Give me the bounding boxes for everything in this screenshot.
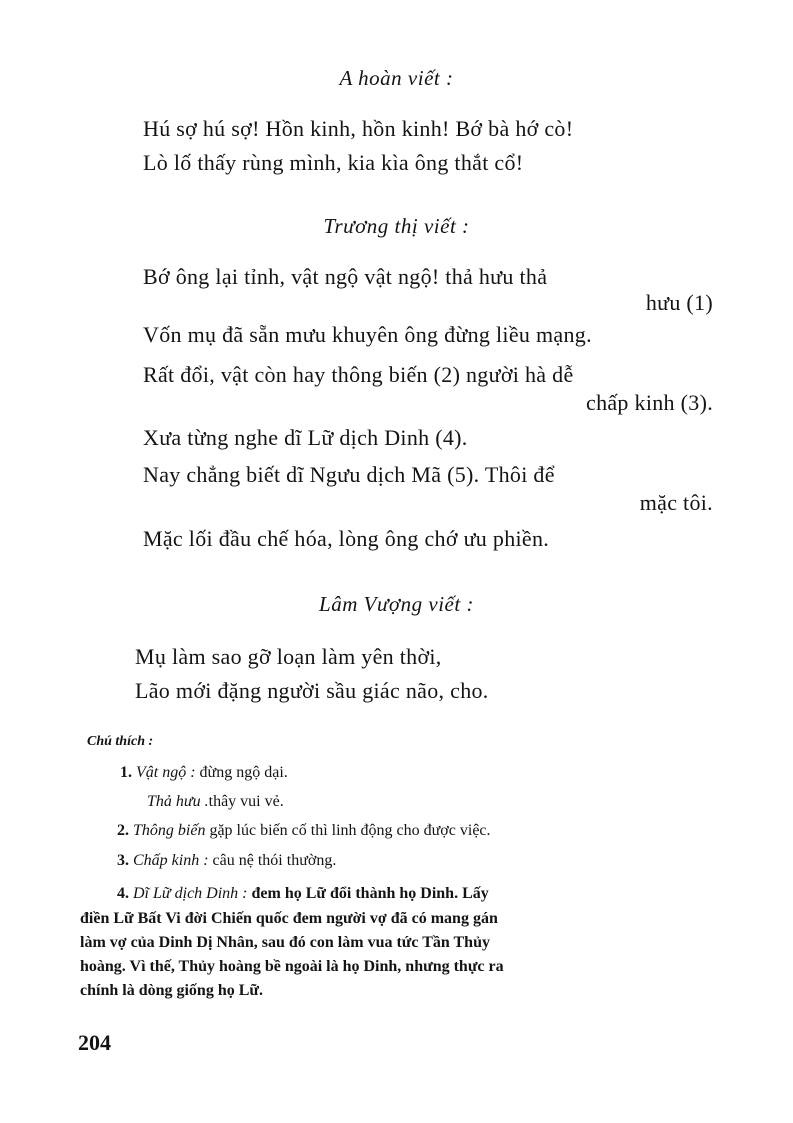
verse-line: Xưa từng nghe dĩ Lữ dịch Dinh (4). [143, 425, 468, 450]
note-text: câu nệ thói thường. [208, 852, 337, 869]
note-text: gặp lúc biến cố thì linh động cho được việc. [205, 822, 491, 839]
verse-line: Hú sợ hú sợ! Hồn kinh, hồn kinh! Bớ bà hớ cò! [143, 116, 574, 141]
note-item [117, 852, 336, 870]
note-paragraph-line: hoàng. Vì thế, Thủy hoàng bề ngoài là họ Dinh, nhưng thực ra [80, 958, 504, 975]
verse-line-continuation: hưu (1) [645, 290, 713, 315]
note-text: thây vui vẻ. [208, 793, 284, 810]
note-term: Dĩ Lữ dịch Dinh : [133, 885, 248, 902]
note-number: 1. [120, 764, 132, 781]
note-term: Vật ngộ : [136, 764, 196, 781]
section-heading-a-hoan: A hoàn viết : [339, 66, 454, 90]
note-term: Thả hưu . [147, 793, 209, 810]
section-heading-truong-thi: Trương thị viết : [323, 214, 470, 238]
verse-line: Lão mới đặng người sầu giác não, cho. [135, 678, 489, 703]
note-paragraph-line: làm vợ của Dinh Dị Nhân, sau đó con làm vua tức Tần Thủy [80, 934, 490, 951]
verse-line: Nay chẳng biết dĩ Ngưu dịch Mã (5). Thôi để [143, 462, 555, 487]
note-paragraph-line: điền Lữ Bất Vi đời Chiến quốc đem người vợ đã có mang gán [80, 910, 498, 927]
note-paragraph-line [117, 885, 489, 903]
verse-line-continuation: mặc tôi. [639, 490, 713, 515]
note-term: Chấp kinh : [133, 852, 209, 869]
verse-line-continuation: chấp kinh (3). [586, 390, 713, 415]
verse-line: Mụ làm sao gỡ loạn làm yên thời, [135, 644, 442, 669]
note-text: đừng ngộ dại. [195, 764, 288, 781]
notes-title: Chú thích : [87, 734, 154, 749]
section-heading-lam-vuong: Lâm Vượng viết : [319, 592, 474, 616]
verse-line: Vốn mụ đã sẵn mưu khuyên ông đừng liều mạng. [143, 322, 592, 347]
note-number: 3. [117, 852, 129, 869]
note-item [117, 822, 491, 840]
note-paragraph-line: chính là dòng giống họ Lữ. [80, 982, 263, 999]
page-number: 204 [78, 1030, 111, 1055]
note-item [120, 764, 288, 782]
verse-line: Mặc lối đầu chế hóa, lòng ông chớ ưu phiền. [143, 526, 550, 551]
verse-line: Lò lố thấy rùng mình, kia kìa ông thắt cổ! [143, 150, 524, 175]
note-term: Thông biến [133, 822, 206, 839]
note-number: 2. [117, 822, 129, 839]
note-number: 4. [117, 885, 129, 902]
verse-line: Bớ ông lại tỉnh, vật ngộ vật ngộ! thả hưu thả [143, 264, 548, 289]
note-text: đem họ Lữ đổi thành họ Dinh. Lấy [247, 885, 489, 902]
verse-line: Rất đổi, vật còn hay thông biến (2) người hà dễ [143, 362, 574, 387]
note-item [147, 793, 284, 811]
